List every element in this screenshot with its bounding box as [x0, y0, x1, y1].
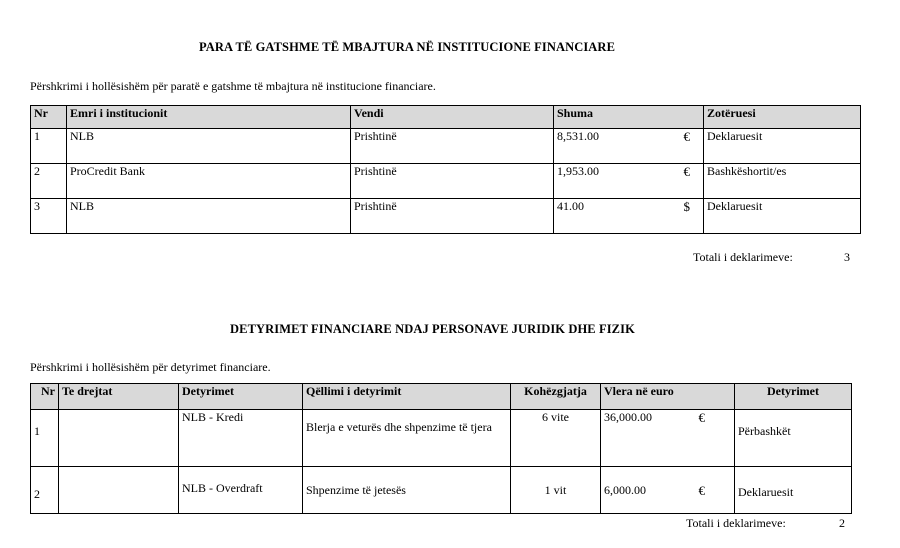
- header-duration: Kohëzgjatja: [511, 384, 601, 410]
- section2-title: DETYRIMET FINANCIARE NDAJ PERSONAVE JURIDIK DHE FIZIK: [230, 322, 635, 336]
- table-row: [31, 410, 852, 467]
- table-row: [31, 199, 861, 234]
- row-place: Prishtinë: [351, 129, 554, 164]
- section2-total-value: 2: [839, 516, 845, 530]
- header-amount: Shuma: [554, 106, 704, 129]
- row-owner: Deklaruesit: [704, 199, 861, 234]
- header-owner: Zotëruesi: [704, 106, 861, 129]
- euro-icon: €: [683, 164, 690, 179]
- row-amount-cell: [554, 164, 704, 199]
- row-value: 6,000.00: [604, 483, 646, 497]
- section2-description: Përshkrimi i hollësishëm për detyrimet financiare.: [30, 360, 271, 374]
- header-party: Detyrimet: [735, 384, 852, 410]
- row-nr: 1: [31, 129, 67, 164]
- row-rights: [59, 467, 179, 514]
- row-place: Prishtinë: [351, 199, 554, 234]
- row-place: Prishtinë: [351, 164, 554, 199]
- section1-total-label: Totali i deklarimeve:: [693, 250, 793, 264]
- row-purpose: Shpenzime të jetesës: [303, 467, 511, 514]
- row-owner: Bashkëshortit/es: [704, 164, 861, 199]
- row-amount-cell: [554, 199, 704, 234]
- row-owner: Deklaruesit: [704, 129, 861, 164]
- row-amount-cell: [554, 129, 704, 164]
- row-amount: 1,953.00: [557, 164, 599, 178]
- table-header-row: [31, 106, 861, 129]
- header-institution: Emri i institucionit: [67, 106, 351, 129]
- header-purpose: Qëllimi i detyrimit: [303, 384, 511, 410]
- header-obligations: Detyrimet: [179, 384, 303, 410]
- row-institution: NLB: [67, 129, 351, 164]
- header-nr: Nr: [31, 106, 67, 129]
- euro-icon: €: [698, 410, 705, 425]
- row-institution: ProCredit Bank: [67, 164, 351, 199]
- row-party: Përbashkët: [735, 410, 852, 467]
- row-value-cell: [601, 467, 735, 514]
- row-nr: 2: [31, 164, 67, 199]
- row-rights: [59, 410, 179, 467]
- row-amount: 8,531.00: [557, 129, 599, 143]
- row-nr: 1: [31, 410, 59, 467]
- header-rights: Te drejtat: [59, 384, 179, 410]
- table-header-row: [31, 384, 852, 410]
- euro-icon: €: [683, 129, 690, 144]
- section1-total-value: 3: [844, 250, 850, 264]
- row-value-cell: [601, 410, 735, 467]
- liabilities-table: [30, 383, 852, 514]
- header-place: Vendi: [351, 106, 554, 129]
- row-amount: 41.00: [557, 199, 584, 213]
- section1-description: Përshkrimi i hollësishëm për paratë e gatshme të mbajtura në institucione financiare.: [30, 79, 436, 93]
- euro-icon: €: [698, 483, 705, 498]
- table-row: [31, 164, 861, 199]
- row-obligation: NLB - Overdraft: [179, 467, 303, 514]
- table-row: [31, 467, 852, 514]
- row-nr: 3: [31, 199, 67, 234]
- row-party: Deklaruesit: [735, 467, 852, 514]
- section1-title: PARA TË GATSHME TË MBAJTURA NË INSTITUCIONE FINANCIARE: [199, 40, 616, 54]
- row-value: 36,000.00: [604, 410, 652, 424]
- row-nr: 2: [31, 467, 59, 514]
- header-nr: Nr: [31, 384, 59, 410]
- row-institution: NLB: [67, 199, 351, 234]
- table-row: [31, 129, 861, 164]
- section2-total-label: Totali i deklarimeve:: [686, 516, 786, 530]
- row-duration: 1 vit: [511, 467, 601, 514]
- dollar-icon: $: [683, 199, 690, 214]
- cash-table: [30, 105, 861, 234]
- header-value: Vlera në euro: [601, 384, 735, 410]
- row-purpose: Blerja e veturës dhe shpenzime të tjera: [303, 410, 511, 467]
- row-obligation: NLB - Kredi: [179, 410, 303, 467]
- row-duration: 6 vite: [511, 410, 601, 467]
